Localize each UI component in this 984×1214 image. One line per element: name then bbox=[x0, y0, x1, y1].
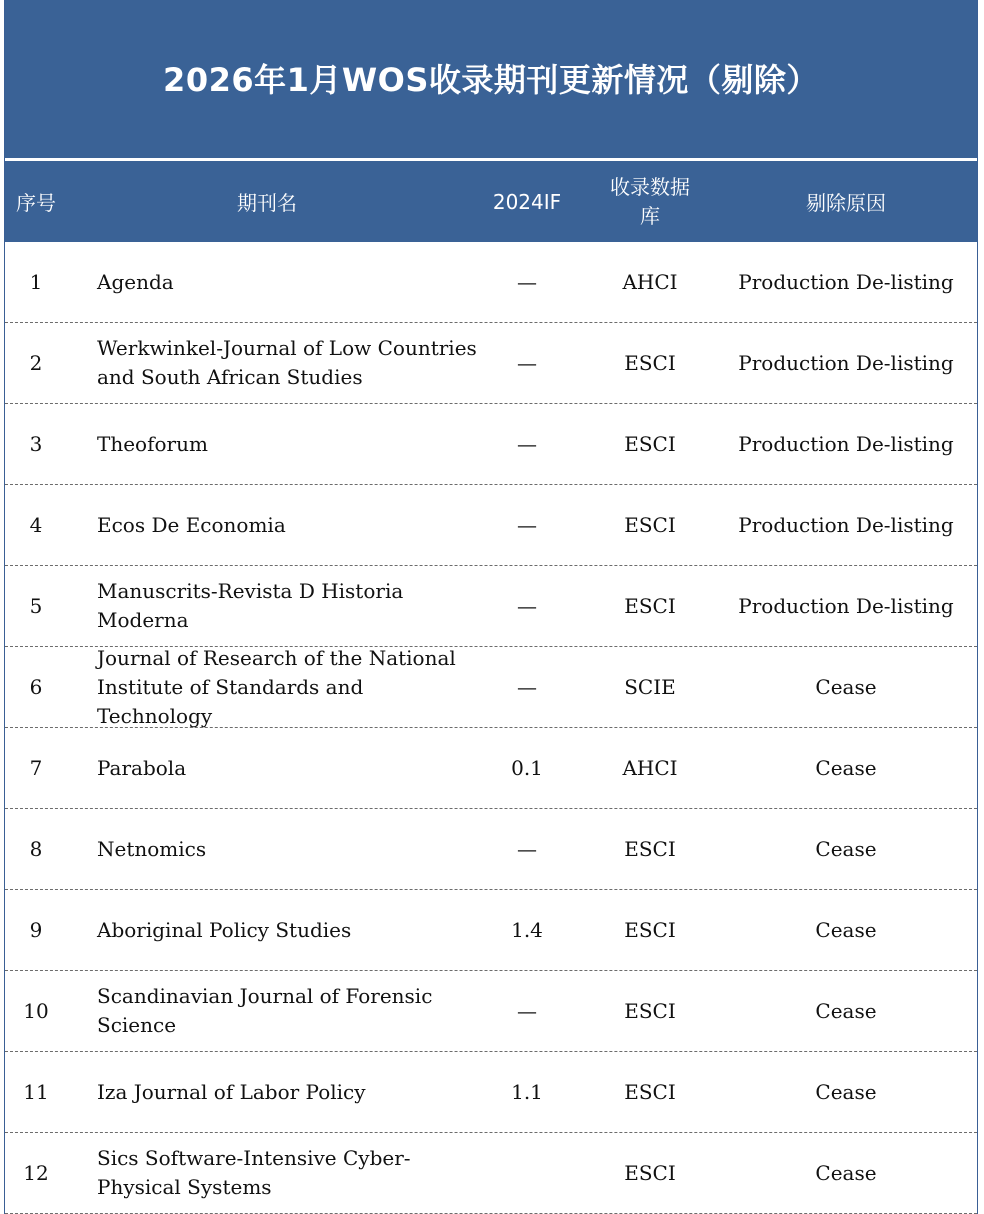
row-impact-factor: — bbox=[517, 837, 537, 861]
row-reason: Production De-listing bbox=[738, 351, 954, 375]
row-journal-cell bbox=[97, 647, 487, 727]
row-database: ESCI bbox=[624, 513, 676, 537]
row-database: ESCI bbox=[624, 594, 676, 618]
header-journal: 期刊名 bbox=[237, 191, 297, 215]
row-journal-cell bbox=[97, 809, 487, 889]
row-index: 9 bbox=[29, 918, 43, 942]
row-journal-cell bbox=[97, 728, 487, 808]
row-reason: Cease bbox=[815, 918, 877, 942]
row-database: AHCI bbox=[622, 756, 678, 780]
title-bar bbox=[5, 0, 977, 158]
row-journal: Werkwinkel-Journal of Low Countries and South African Studies bbox=[97, 336, 477, 389]
row-index: 5 bbox=[29, 594, 43, 618]
row-impact-factor: — bbox=[517, 594, 537, 618]
row-journal: Manuscrits-Revista D Historia Moderna bbox=[97, 579, 404, 632]
table-row bbox=[5, 566, 977, 647]
row-reason: Cease bbox=[815, 999, 877, 1023]
table-row bbox=[5, 809, 977, 890]
row-database: ESCI bbox=[624, 918, 676, 942]
page-title: 2026年1月WOS收录期刊更新情况（剔除） bbox=[163, 61, 819, 99]
table-row bbox=[5, 485, 977, 566]
row-journal: Parabola bbox=[97, 755, 187, 780]
row-reason: Cease bbox=[815, 675, 877, 699]
header-impact-factor: 2024IF bbox=[492, 189, 562, 214]
row-journal-cell bbox=[97, 1133, 487, 1213]
row-reason: Production De-listing bbox=[738, 270, 954, 294]
row-index: 6 bbox=[29, 675, 43, 699]
row-impact-factor: — bbox=[517, 270, 537, 294]
row-database: SCIE bbox=[624, 675, 676, 699]
row-reason: Production De-listing bbox=[738, 432, 954, 456]
header-database bbox=[590, 161, 710, 242]
row-journal-cell bbox=[97, 566, 487, 646]
row-index: 3 bbox=[29, 432, 43, 456]
row-impact-factor: 1.1 bbox=[511, 1080, 543, 1104]
row-index: 8 bbox=[29, 837, 43, 861]
row-impact-factor: — bbox=[517, 513, 537, 537]
header-reason: 剔除原因 bbox=[806, 191, 886, 215]
row-journal: Scandinavian Journal of Forensic Science bbox=[97, 984, 433, 1037]
row-impact-factor: — bbox=[517, 999, 537, 1023]
row-journal-cell bbox=[97, 485, 487, 565]
header-index: 序号 bbox=[16, 191, 56, 215]
row-journal: Aboriginal Policy Studies bbox=[97, 917, 352, 942]
header-database-label: 收录数据库 bbox=[610, 174, 690, 228]
table-row bbox=[5, 1133, 977, 1214]
delisted-journals-table bbox=[4, 0, 978, 1214]
row-index: 10 bbox=[23, 999, 49, 1023]
row-journal-cell bbox=[97, 971, 487, 1051]
row-index: 11 bbox=[23, 1080, 49, 1104]
row-database: ESCI bbox=[624, 1161, 676, 1185]
row-journal-cell bbox=[97, 404, 487, 484]
row-reason: Production De-listing bbox=[738, 513, 954, 537]
row-journal-cell bbox=[97, 242, 487, 322]
row-reason: Cease bbox=[815, 1080, 877, 1104]
row-journal: Sics Software-Intensive Cyber-Physical Systems bbox=[97, 1146, 411, 1199]
row-journal-cell bbox=[97, 323, 487, 403]
table-row bbox=[5, 971, 977, 1052]
row-database: ESCI bbox=[624, 351, 676, 375]
row-journal: Journal of Research of the National Institute of Standards and Technology bbox=[97, 645, 456, 728]
row-database: AHCI bbox=[622, 270, 678, 294]
table-header bbox=[5, 161, 977, 242]
row-impact-factor: — bbox=[517, 351, 537, 375]
row-reason: Production De-listing bbox=[738, 594, 954, 618]
row-journal: Ecos De Economia bbox=[97, 512, 286, 537]
table-row bbox=[5, 323, 977, 404]
row-impact-factor bbox=[477, 1133, 577, 1213]
table-row bbox=[5, 1052, 977, 1133]
row-database: ESCI bbox=[624, 837, 676, 861]
row-index: 12 bbox=[23, 1161, 49, 1185]
row-database: ESCI bbox=[624, 999, 676, 1023]
row-database: ESCI bbox=[624, 432, 676, 456]
row-journal: Netnomics bbox=[97, 836, 207, 861]
table-row bbox=[5, 647, 977, 728]
row-impact-factor: — bbox=[517, 675, 537, 699]
row-index: 7 bbox=[29, 756, 43, 780]
table-row bbox=[5, 242, 977, 323]
row-impact-factor: 1.4 bbox=[511, 918, 543, 942]
row-journal-cell bbox=[97, 890, 487, 970]
row-reason: Cease bbox=[815, 1161, 877, 1185]
table-row bbox=[5, 890, 977, 971]
row-journal-cell bbox=[97, 1052, 487, 1132]
row-index: 2 bbox=[29, 351, 43, 375]
table-row bbox=[5, 728, 977, 809]
row-reason: Cease bbox=[815, 837, 877, 861]
row-journal: Iza Journal of Labor Policy bbox=[97, 1079, 366, 1104]
row-impact-factor: 0.1 bbox=[511, 756, 543, 780]
row-journal: Theoforum bbox=[97, 431, 208, 456]
row-database: ESCI bbox=[624, 1080, 676, 1104]
table-row bbox=[5, 404, 977, 485]
row-reason: Cease bbox=[815, 756, 877, 780]
table-body bbox=[5, 242, 977, 1214]
row-index: 1 bbox=[29, 270, 43, 294]
row-journal: Agenda bbox=[97, 269, 174, 294]
row-index: 4 bbox=[29, 513, 43, 537]
row-impact-factor: — bbox=[517, 432, 537, 456]
